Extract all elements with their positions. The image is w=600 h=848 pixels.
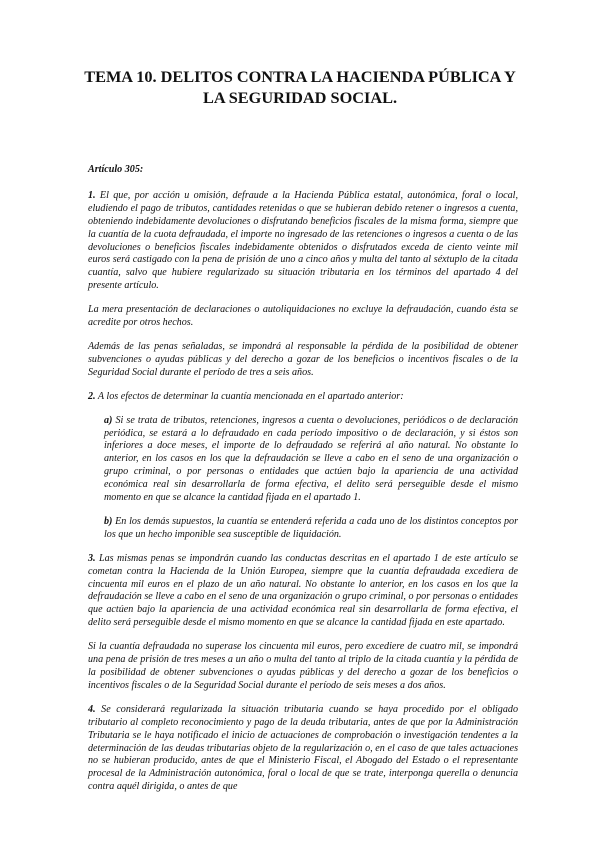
title-line-2: LA SEGURIDAD SOCIAL.	[202, 88, 398, 107]
paragraph-text: Las mismas penas se impondrán cuando las conductas descritas en el apartado 1 de este artículo se cometan contra la Hacienda de la Unión Europea, siempre que la cuantía defraudada excediera de cincuenta mil euros en el plazo de un año natural. No obstante lo anterior, en los casos en los que la defraudación se lleve a cabo en el seno de una organización o grupo criminal, o por personas o entidades que actúen bajo la apariencia de una actividad económica real sin desarrollarla de forma efectiva, el delito será perseguible desde el mismo momento en que se alcance la cantidad fijada en este apartado.	[88, 552, 518, 629]
paragraph-1	[88, 190, 518, 293]
paragraph-2	[88, 391, 518, 404]
paragraph-number: 3.	[88, 552, 96, 564]
paragraph-4	[88, 704, 518, 794]
subparagraph-letter: a)	[104, 414, 113, 426]
document-title	[60, 66, 540, 108]
subparagraph-text: Si se trata de tributos, retenciones, ingresos a cuenta o devoluciones, periódicos o de declaración periódica, se estará a lo defraudado en cada período impositivo o de declaración, y si éstos son inferiores a doce meses, el importe de lo defraudado se referirá al año natural. No obstante lo anterior, en los casos en los que la defraudación se lleve a cabo en el seno de una organización o grupo criminal, o por personas o entidades que actúen bajo la apariencia de una actividad económica real sin desarrollarla de forma efectiva, el delito será perseguible desde el mismo momento en que se alcance la cantidad fijada en el apartado 1.	[104, 414, 518, 504]
article-heading: Artículo 305:	[88, 164, 144, 175]
document-body	[88, 164, 518, 805]
paragraph-1c: Además de las penas señaladas, se impondrá al responsable la pérdida de la posibilidad de obtener subvenciones o ayudas públicas y del derecho a gozar de los beneficios o incentivos fiscales o de la Seguridad Social durante el período de tres a seis años.	[88, 340, 518, 378]
subparagraph-b	[104, 516, 518, 542]
subparagraph-text: En los demás supuestos, la cuantía se entenderá referida a cada uno de los distintos conceptos por los que un hecho imponible sea susceptible de liquidación.	[104, 515, 518, 540]
subparagraph-letter: b)	[104, 515, 113, 527]
paragraph-text: Se considerará regularizada la situación tributaria cuando se haya procedido por el obligado tributario al completo reconocimiento y pago de la deuda tributaria, antes de que por la Administración Tributaria se le haya notificado el inicio de actuaciones de comprobación o investigación tendentes a la determinación de las deudas tributarias objeto de la regularización o, en el caso de que tales actuaciones no se hubieran producido, antes de que el Ministerio Fiscal, el Abogado del Estado o el representante procesal de la Administración autonómica, foral o local de que se trate, interponga querella o denuncia contra aquél dirigida, o antes de que	[88, 703, 518, 793]
title-line-1: TEMA 10. DELITOS CONTRA LA HACIENDA PÚBLICA Y	[84, 67, 516, 86]
paragraph-number: 4.	[88, 703, 96, 715]
paragraph-number: 2.	[88, 390, 96, 402]
paragraph-text: A los efectos de determinar la cuantía mencionada en el apartado anterior:	[95, 390, 404, 402]
paragraph-text: El que, por acción u omisión, defraude a la Hacienda Pública estatal, autonómica, foral o local, eludiendo el pago de tributos, cantidades retenidas o que se hubieran debido retener o ingresos a cuenta, obteniendo indebidamente devoluciones o disfrutando beneficios fiscales de la misma forma, siempre que la cuantía de la cuota defraudada, el importe no ingresado de las retenciones o ingresos a cuenta o de las devoluciones o beneficios fiscales indebidamente obtenidos o disfrutados exceda de ciento veinte mil euros será castigado con la pena de prisión de uno a cinco años y multa del tanto al séxtuplo de la citada cuantía, salvo que hubiere regularizado su situación tributaria en los términos del apartado 4 del presente artículo.	[88, 189, 518, 292]
paragraph-3	[88, 553, 518, 630]
subparagraph-a	[104, 415, 518, 505]
paragraph-1b: La mera presentación de declaraciones o autoliquidaciones no excluye la defraudación, cuando ésta se acredite por otros hechos.	[88, 304, 518, 329]
paragraph-number: 1.	[88, 189, 96, 201]
paragraph-3b: Si la cuantía defraudada no superase los cincuenta mil euros, pero excediere de cuatro mil, se impondrá una pena de prisión de tres meses a un año o multa del tanto al triplo de la citada cuantía y la pérdida de la posibilidad de obtener subvenciones o ayudas públicas y del derecho a gozar de los beneficios o incentivos fiscales o de la Seguridad Social durante el período de seis meses a dos años.	[88, 641, 518, 691]
